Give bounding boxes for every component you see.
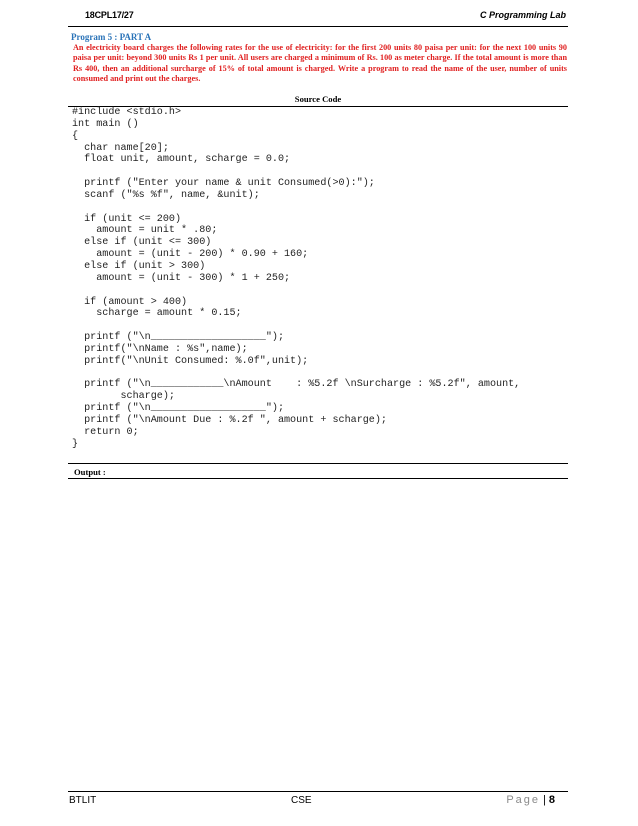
code-line: if (amount > 400): [72, 296, 188, 308]
source-code-heading: Source Code: [294, 94, 342, 104]
footer-separator: |: [543, 794, 546, 806]
code-line: return 0;: [72, 426, 139, 438]
code-line: printf ("\n___________________");: [72, 403, 285, 415]
code-line: scanf ("%s %f", name, &unit);: [72, 189, 260, 201]
code-line: amount = unit * .80;: [72, 225, 218, 237]
code-line: printf ("\n____________\nAmount : %5.2f \nSurcharge : %5.2f", amount,: [72, 379, 521, 391]
code-line: int main (): [72, 118, 139, 130]
footer-page-number: 8: [548, 794, 555, 806]
code-line: printf("\nUnit Consumed: %.0f",unit);: [72, 355, 309, 367]
page-header: [68, 8, 568, 27]
footer-divider: [68, 791, 568, 792]
program-description: An electricity board charges the following rates for the use of electricity: for the first 200 units 80 paisa per unit: for the next 100 units 90 paisa per unit: beyond 300 units Rs 1 per unit. All users are charged a minimum of Rs. 100 as meter charge. If the total amount is more than Rs 400, then an additional surcharge of 15% of total amount is charged. Write a program to read the name of the user, number of units consumed and print out the charges.: [73, 43, 567, 84]
code-line: else if (unit <= 300): [72, 237, 212, 249]
header-course-title: C Programming Lab: [479, 10, 566, 20]
footer-institution: BTLIT: [69, 795, 97, 806]
code-line: {: [72, 130, 79, 142]
output-heading-row: [68, 464, 568, 479]
header-course-code: 18CPL17/27: [85, 10, 134, 20]
code-line: scharge = amount * 0.15;: [72, 308, 242, 320]
code-line: printf ("Enter your name & unit Consumed(>0):");: [72, 178, 375, 190]
code-line: float unit, amount, scharge = 0.0;: [72, 154, 291, 166]
footer-page-indicator: [506, 794, 555, 806]
code-line: amount = (unit - 200) * 0.90 + 160;: [72, 249, 309, 261]
source-code-heading-row: [68, 94, 568, 107]
code-line: }: [72, 438, 79, 450]
code-line: else if (unit > 300): [72, 260, 206, 272]
code-line: amount = (unit - 300) * 1 + 250;: [72, 272, 291, 284]
code-line: char name[20];: [72, 142, 169, 154]
code-line: printf ("\nAmount Due : %.2f ", amount + scharge);: [72, 414, 387, 426]
program-title: Program 5 : PART A: [71, 32, 152, 42]
output-label: Output :: [74, 467, 106, 477]
code-line: scharge);: [72, 391, 175, 403]
code-line: if (unit <= 200): [72, 213, 182, 225]
code-line: printf ("\n___________________");: [72, 332, 285, 344]
source-code-block: [72, 107, 520, 450]
footer-department: CSE: [291, 795, 312, 806]
footer-page-label: Page: [506, 794, 541, 806]
code-line: printf("\nName : %s",name);: [72, 343, 248, 355]
code-line: #include <stdio.h>: [72, 107, 182, 118]
